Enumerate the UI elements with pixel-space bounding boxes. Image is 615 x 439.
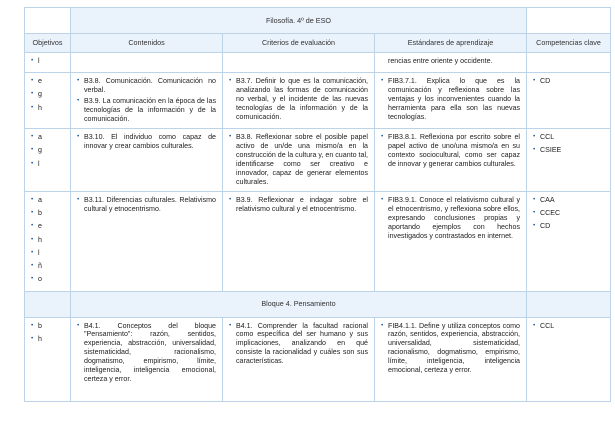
objetivos-cell <box>25 73 71 129</box>
table-row <box>25 317 611 401</box>
competencia-item: • CAA <box>532 196 607 205</box>
header-objetivos: Objetivos <box>25 34 71 53</box>
competencias-cell <box>527 317 611 401</box>
contenido-item: • B3.9. La comunicación en la época de las tecnologías de la información y de la comunicación. <box>76 97 216 124</box>
objetivos-cell <box>25 129 71 192</box>
header-estandares: Estándares de aprendizaje <box>375 34 527 53</box>
estandares-cell <box>375 73 527 129</box>
competencia-item: • CCL <box>532 322 607 331</box>
objetivos-cell <box>25 191 71 291</box>
criterios-cell <box>223 191 375 291</box>
competencia-item: • CD <box>532 222 607 231</box>
contenido-item: • B3.8. Comunicación. Comunicación no verbal. <box>76 77 216 95</box>
header-criterios: Criterios de evaluación <box>223 34 375 53</box>
competencia-item: • CSIEE <box>532 146 607 155</box>
objetivo-item: • b <box>30 209 67 218</box>
block-title: Bloque 4. Pensamiento <box>71 291 527 317</box>
objetivo-item: • a <box>30 133 67 142</box>
estandares-cell <box>375 317 527 401</box>
header-contenidos: Contenidos <box>71 34 223 53</box>
estandares-cell <box>375 129 527 192</box>
estandar-item: • FIB3.8.1. Reflexiona por escrito sobre el papel activo de uno/una mismo/a en su contexto sociocultural, como ser capaz de innovar y generar cambios culturales. <box>380 133 520 169</box>
competencia-item: • CCEC <box>532 209 607 218</box>
estandares-cell <box>375 191 527 291</box>
objetivos-cell <box>25 317 71 401</box>
objetivo-item: • h <box>30 236 67 245</box>
estandar-continuation: rencias entre oriente y occidente. <box>388 57 493 65</box>
table-row <box>25 53 611 73</box>
competencias-cell <box>527 73 611 129</box>
competencias-cell <box>527 129 611 192</box>
objetivo-item: • o <box>30 275 67 284</box>
competencia-item: • CCL <box>532 133 607 142</box>
table-title: Filosofía. 4º de ESO <box>71 8 527 34</box>
estandar-item: • FIB4.1.1. Define y utiliza conceptos como razón, sentidos, experiencia, abstracción, universalidad, sistematicidad, racionalismo, dogmatismo, empirismo, límite, inteligencia, inteligencia emocional, certeza y error. <box>380 322 520 376</box>
curriculum-table <box>24 7 611 402</box>
objetivo-item: • a <box>30 196 67 205</box>
objetivo-item: • l <box>30 249 67 258</box>
criterios-cell <box>223 129 375 192</box>
criterio-item: • B3.7. Definir lo que es la comunicación, analizando las formas de comunicación no verbal, y el incidente de las nuevas tecnologías de la información y de la comunicación. <box>228 77 368 122</box>
competencia-item: • CD <box>532 77 607 86</box>
header-competencias: Competencias clave <box>527 34 611 53</box>
column-header-row <box>25 34 611 53</box>
objetivos-cell <box>25 53 71 73</box>
contenido-item: • B4.1. Conceptos del bloque "Pensamiento": razón, sentidos, experiencia, abstracción, universalidad, sistematicidad, racionalismo, dogmatismo, empirismo, límite, inteligencia, inteligencia emocional, certeza y error. <box>76 322 216 385</box>
competencias-cell <box>527 191 611 291</box>
contenidos-cell <box>71 53 223 73</box>
block-band-row <box>25 291 611 317</box>
objetivo-item: • e <box>30 77 67 86</box>
criterio-item: • B3.9. Reflexionar e indagar sobre el relativismo cultural y el etnocentrismo. <box>228 196 368 214</box>
contenidos-cell <box>71 129 223 192</box>
objetivo-item: • l <box>30 160 67 169</box>
contenidos-cell <box>71 73 223 129</box>
criterio-item: • B4.1. Comprender la facultad racional como específica del ser humano y sus implicaciones, analizando en qué consiste la racionalidad y cuáles son sus características. <box>228 322 368 367</box>
band-corner-cell <box>25 291 71 317</box>
estandares-cell <box>375 53 527 73</box>
competencias-cell <box>527 53 611 73</box>
estandar-item: • FIB3.9.1. Conoce el relativismo cultural y el etnocentrismo, y reflexiona sobre ellos, expresando conclusiones propias y aportando ejemplos con hechos investigados y contrastados en internet. <box>380 196 520 241</box>
objetivo-item: • h <box>30 335 67 344</box>
objetivo-item: • g <box>30 146 67 155</box>
objetivo-item: • h <box>30 104 67 113</box>
contenidos-cell <box>71 317 223 401</box>
table-row <box>25 129 611 192</box>
table-row <box>25 73 611 129</box>
band-corner-cell <box>527 291 611 317</box>
title-row <box>25 8 611 34</box>
criterios-cell <box>223 317 375 401</box>
criterios-cell <box>223 53 375 73</box>
criterio-item: • B3.8. Reflexionar sobre el posible papel activo de un/de una mismo/a en la construcción de la cultura y, en cuanto tal, identificarse como ser creativo e innovador, capaz de generar elementos culturales. <box>228 133 368 187</box>
objetivo-item: • ñ <box>30 262 67 271</box>
objetivo-item: • e <box>30 222 67 231</box>
objetivo-item: • b <box>30 322 67 331</box>
criterios-cell <box>223 73 375 129</box>
table-row <box>25 191 611 291</box>
contenido-item: • B3.10. El individuo como capaz de innovar y crear cambios culturales. <box>76 133 216 151</box>
contenido-item: • B3.11. Diferencias culturales. Relativismo cultural y etnocentrismo. <box>76 196 216 214</box>
title-corner-cell <box>527 8 611 34</box>
objetivo-item: • l <box>30 57 67 66</box>
title-corner-cell <box>25 8 71 34</box>
contenidos-cell <box>71 191 223 291</box>
estandar-item: • FIB3.7.1. Explica lo que es la comunicación y reflexiona sobre las ventajas y los inconvenientes cuando la herramienta para ella son las nuevas tecnologías. <box>380 77 520 122</box>
objetivo-item: • g <box>30 90 67 99</box>
